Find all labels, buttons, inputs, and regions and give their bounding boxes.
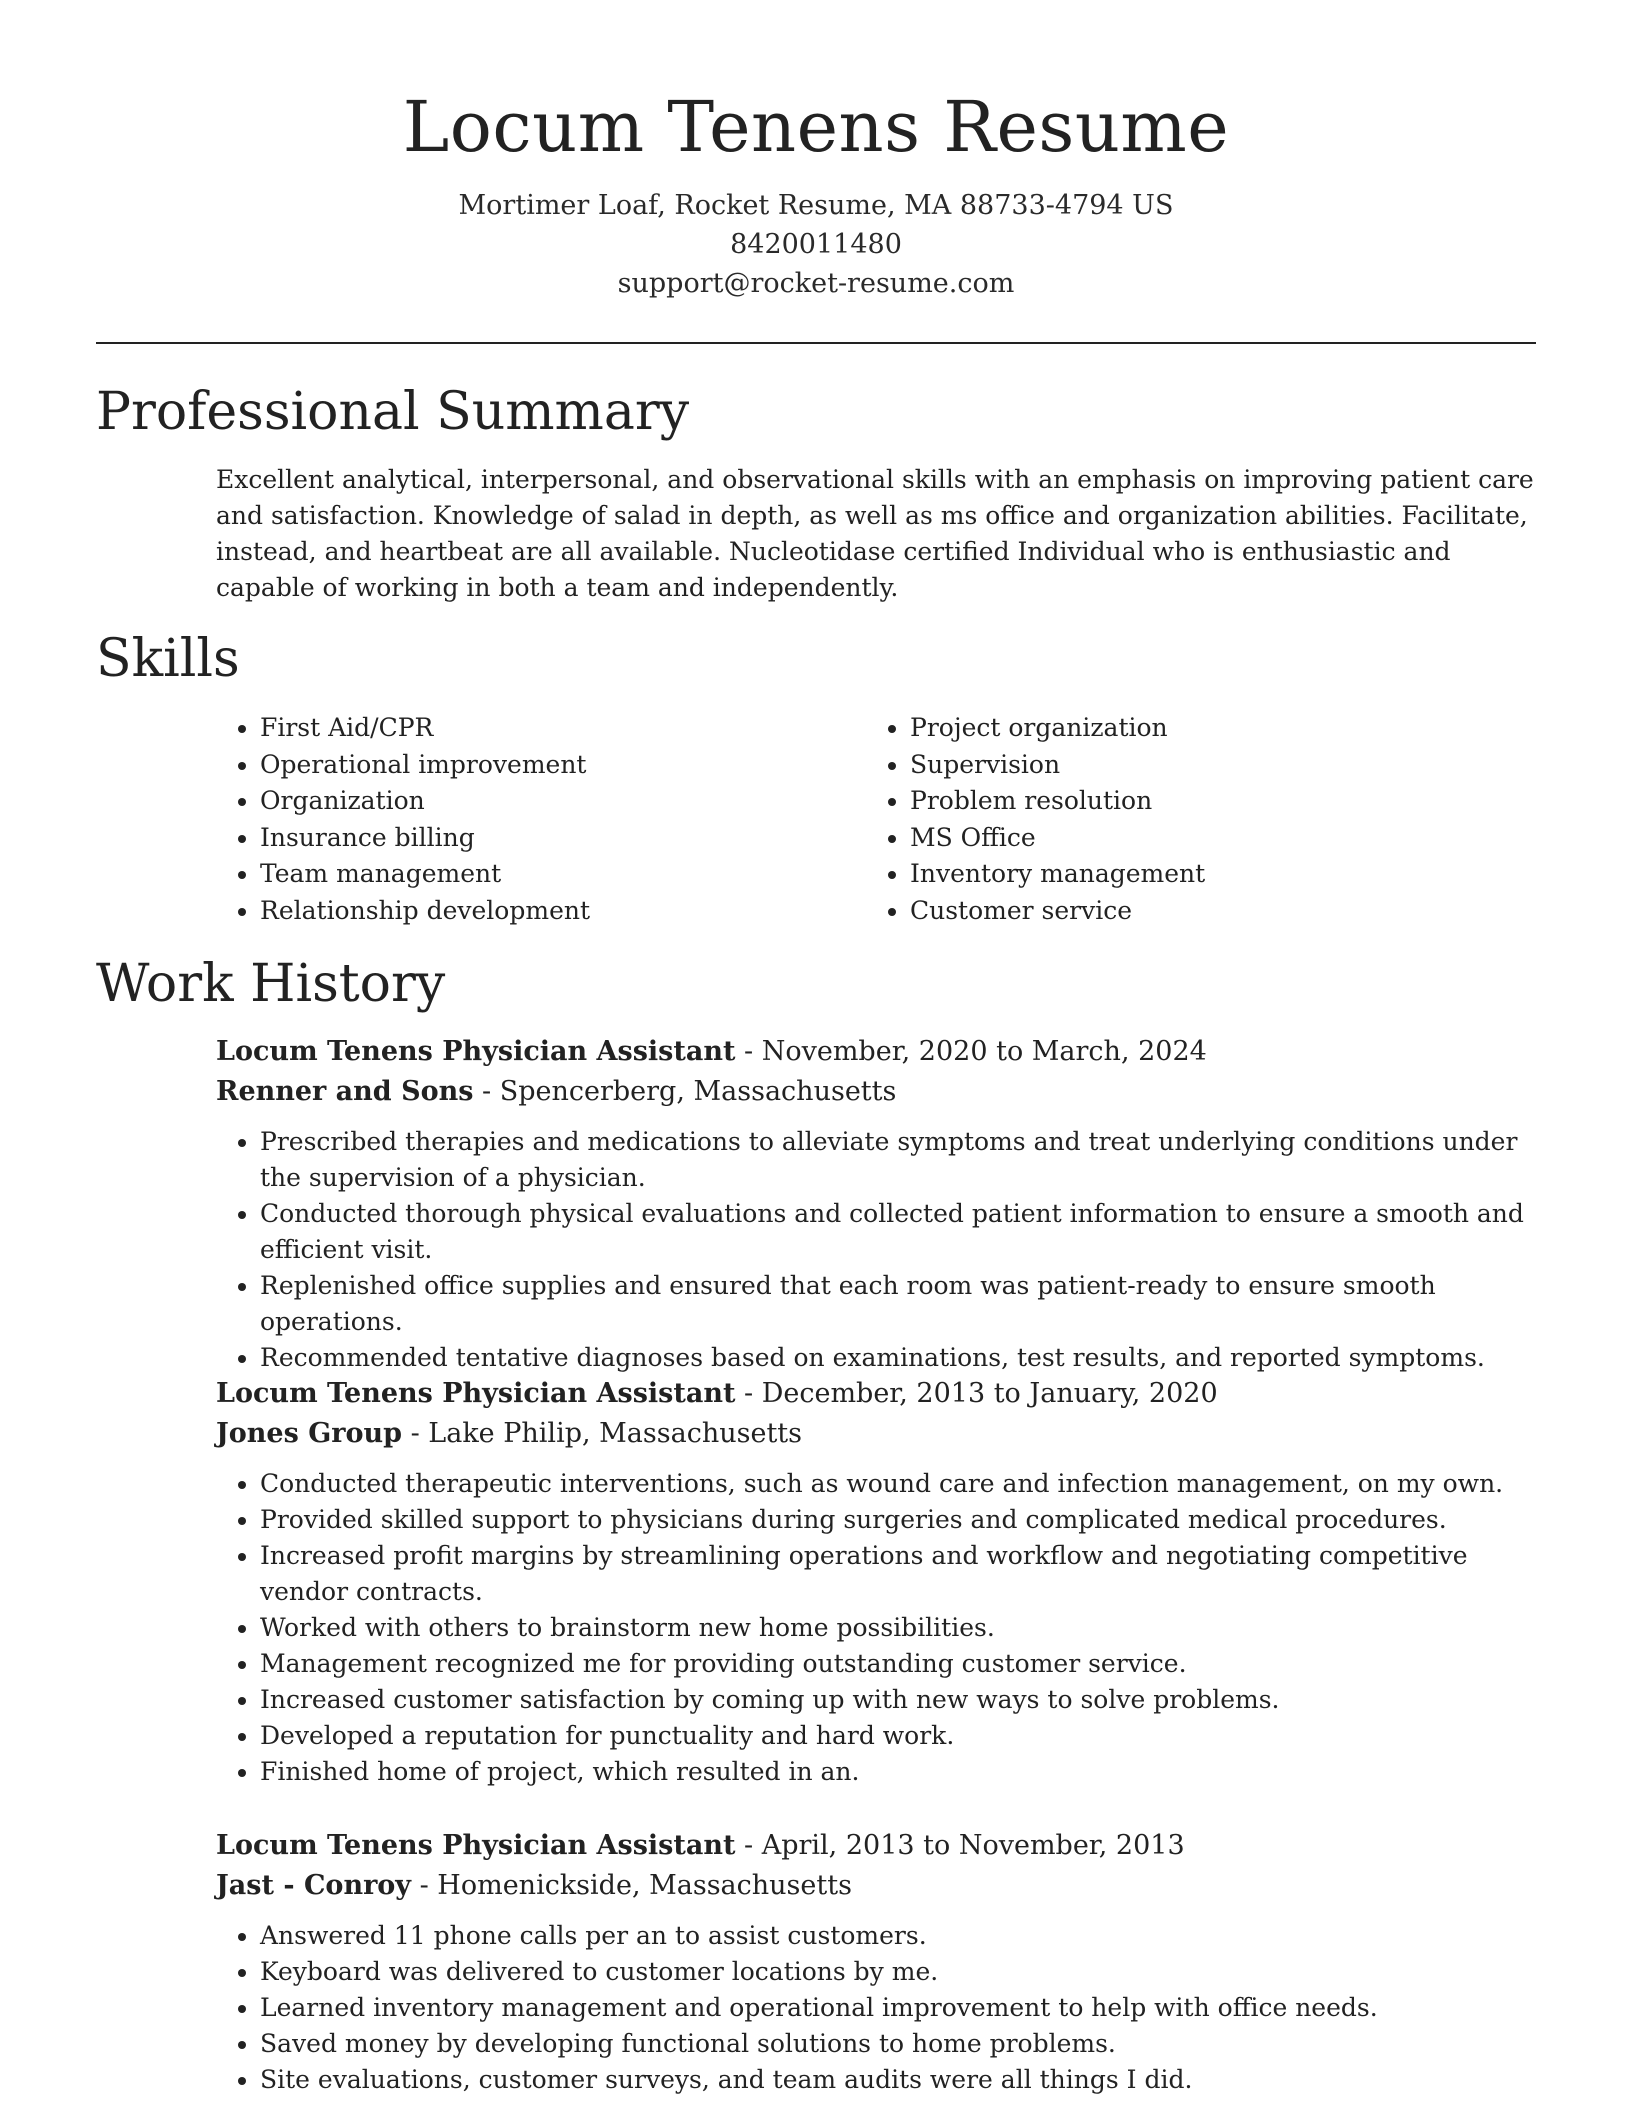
summary-text: Excellent analytical, interpersonal, and observational skills with an emphasis on improving patient care and satisfaction. Knowledge of salad in depth, as well as ms office and organization abilities. Facilitate, instead, and heartbeat are all available. Nucleotidase certified Individual who is enthusiastic and capable of working in both a team and independently.	[216, 465, 1534, 602]
job-dates: November, 2020 to March, 2024	[761, 1036, 1207, 1067]
job-title: Locum Tenens Physician Assistant	[216, 1036, 736, 1067]
job-bullets	[216, 1918, 1536, 2098]
job-bullet: • Provided skilled support to physicians during surgeries and complicated medical procedures.	[260, 1502, 1536, 1538]
resume-header	[96, 84, 1536, 303]
job-bullet: • Replenished office supplies and ensured that each room was patient-ready to ensure smooth operations.	[260, 1268, 1536, 1340]
job-title-line: Locum Tenens Physician Assistant - December, 2013 to January, 2020	[216, 1378, 1218, 1409]
contact-email: support@rocket-resume.com	[617, 268, 1015, 299]
job-bullet: • Prescribed therapies and medications to alleviate symptoms and treat underlying conditions under the supervision of a physician.	[260, 1124, 1536, 1196]
job-bullet: • Conducted thorough physical evaluations and collected patient information to ensure a smooth and efficient visit.	[260, 1196, 1536, 1268]
contact-info	[96, 186, 1536, 303]
work-history-heading: Work History	[96, 954, 446, 1014]
job-bullets	[216, 1124, 1536, 1376]
job-bullet: • Saved money by developing functional solutions to home problems.	[260, 2026, 1536, 2062]
skill-item: • Inventory management	[910, 856, 1205, 893]
job-bullet: • Finished home of project, which resulted in an.	[260, 1754, 1536, 1790]
job-title: Locum Tenens Physician Assistant	[216, 1830, 736, 1861]
job-dates: April, 2013 to November, 2013	[761, 1830, 1185, 1861]
skills-list-left	[216, 710, 590, 929]
header-divider	[96, 342, 1536, 344]
job-entry	[216, 1374, 1536, 1790]
job-bullet: • Learned inventory management and operational improvement to help with office needs.	[260, 1990, 1536, 2026]
skills-list-right	[866, 710, 1205, 929]
job-bullet: • Worked with others to brainstorm new home possibilities.	[260, 1610, 1536, 1646]
job-location: Homenickside, Massachusetts	[437, 1870, 852, 1901]
job-company: Jones Group	[216, 1418, 402, 1449]
job-bullet: • Increased customer satisfaction by coming up with new ways to solve problems.	[260, 1682, 1536, 1718]
skills-heading: Skills	[96, 629, 240, 689]
job-company-line: Jones Group - Lake Philip, Massachusetts	[216, 1418, 802, 1449]
job-bullet: • Answered 11 phone calls per an to assist customers.	[260, 1918, 1536, 1954]
job-company-line: Renner and Sons - Spencerberg, Massachusetts	[216, 1076, 897, 1107]
resume-title: Locum Tenens Resume	[402, 86, 1230, 168]
job-title-line: Locum Tenens Physician Assistant - November, 2020 to March, 2024	[216, 1036, 1207, 1067]
job-company: Jast - Conroy	[216, 1870, 411, 1901]
skill-item: • Team management	[260, 856, 590, 893]
skill-item: • Project organization	[910, 710, 1205, 747]
summary-heading: Professional Summary	[96, 382, 690, 442]
job-title: Locum Tenens Physician Assistant	[216, 1378, 736, 1409]
contact-phone: 8420011480	[730, 229, 902, 260]
skill-item: • Supervision	[910, 747, 1205, 784]
job-location: Lake Philip, Massachusetts	[428, 1418, 802, 1449]
job-title-line: Locum Tenens Physician Assistant - April, 2013 to November, 2013	[216, 1830, 1185, 1861]
job-bullet: • Developed a reputation for punctuality and hard work.	[260, 1718, 1536, 1754]
skill-item: • Organization	[260, 783, 590, 820]
job-bullet: • Increased profit margins by streamlining operations and workflow and negotiating competitive vendor contracts.	[260, 1538, 1536, 1610]
job-bullet: • Recommended tentative diagnoses based on examinations, test results, and reported symptoms.	[260, 1340, 1536, 1376]
skill-item: • Operational improvement	[260, 747, 590, 784]
job-company-line: Jast - Conroy - Homenickside, Massachusetts	[216, 1870, 852, 1901]
skill-item: • Insurance billing	[260, 820, 590, 857]
skill-item: • MS Office	[910, 820, 1205, 857]
job-dates: December, 2013 to January, 2020	[761, 1378, 1218, 1409]
skill-item: • First Aid/CPR	[260, 710, 590, 747]
job-bullet: • Management recognized me for providing outstanding customer service.	[260, 1646, 1536, 1682]
job-entry	[216, 1826, 1536, 2098]
job-bullet: • Conducted therapeutic interventions, such as wound care and infection management, on my own.	[260, 1466, 1536, 1502]
job-bullet: • Keyboard was delivered to customer locations by me.	[260, 1954, 1536, 1990]
contact-address: Mortimer Loaf, Rocket Resume, MA 88733-4794 US	[458, 190, 1174, 221]
skill-item: • Relationship development	[260, 893, 590, 930]
job-company: Renner and Sons	[216, 1076, 474, 1107]
job-bullets	[216, 1466, 1536, 1790]
job-entry	[216, 1032, 1536, 1376]
skill-item: • Customer service	[910, 893, 1205, 930]
job-bullet: • Site evaluations, customer surveys, and team audits were all things I did.	[260, 2062, 1536, 2098]
job-location: Spencerberg, Massachusetts	[499, 1076, 897, 1107]
skill-item: • Problem resolution	[910, 783, 1205, 820]
